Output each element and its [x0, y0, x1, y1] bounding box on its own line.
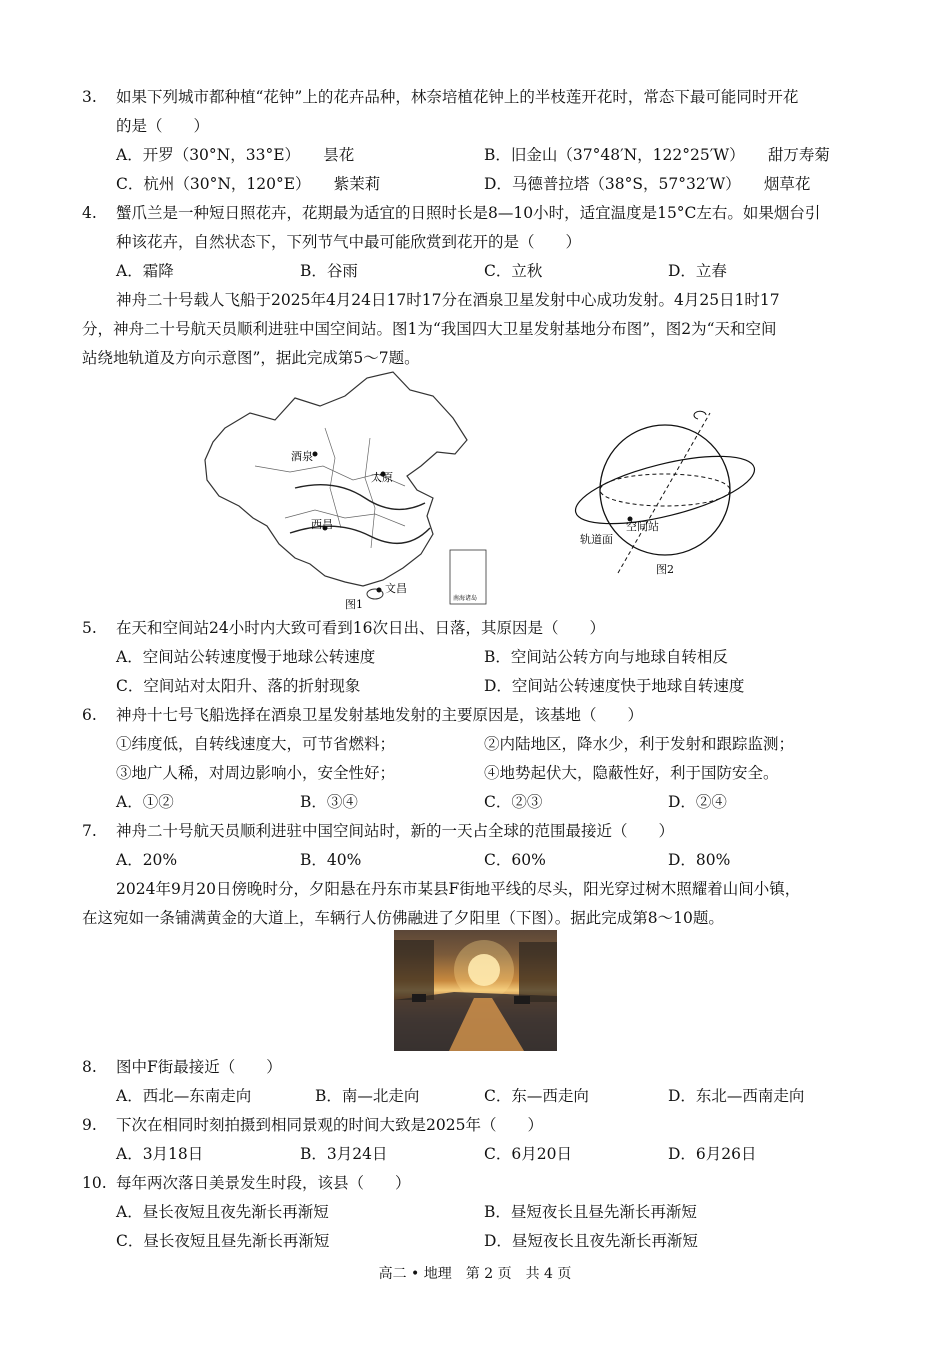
- label-station: 空间站: [626, 520, 659, 533]
- q3-option-c: C．杭州（30°N，120°E） 紫茉莉: [116, 175, 381, 193]
- q7-number: 7.: [82, 822, 97, 840]
- q9-option-d: D．6月26日: [668, 1145, 757, 1163]
- q3-option-b: B．旧金山（37°48′N，122°25′W） 甜万寿菊: [484, 146, 830, 164]
- q6-option-b: B．③④: [300, 793, 358, 811]
- q6-statement-3: ③地广人稀，对周边影响小，安全性好；: [116, 764, 396, 782]
- site-dot-wenchang: [377, 588, 382, 593]
- q4-option-b: B．谷雨: [300, 262, 358, 280]
- q10-stem: 每年两次落日美景发生时段，该县（ ）: [116, 1174, 411, 1192]
- q6-option-c: C．②③: [484, 793, 543, 811]
- orbit-svg: [570, 405, 760, 580]
- river-huanghe: [295, 485, 425, 510]
- rotation-arrow-icon: [694, 411, 706, 419]
- q3-option-d: D．马德普拉塔（38°S，57°32′W） 烟草花: [484, 175, 811, 193]
- q7-option-b: B．40%: [300, 851, 362, 869]
- q7-stem: 神舟二十号航天员顺利进驻中国空间站时，新的一天占全球的范围最接近（ ）: [116, 822, 675, 840]
- label-xichang: 西昌: [311, 518, 333, 531]
- label-orbit-plane: 轨道面: [580, 533, 613, 546]
- q4-option-a: A．霜降: [116, 262, 174, 280]
- q4-stem-line1: 蟹爪兰是一种短日照花卉，花期最为适宜的日照时长是8—10小时，适宜温度是15°C左右。如果烟台引: [116, 204, 821, 222]
- china-map-svg: [195, 368, 495, 613]
- q6-number: 6.: [82, 706, 97, 724]
- intro2-line2: 在这宛如一条铺满黄金的大道上，车辆行人仿佛融进了夕阳里（下图）。据此完成第8～10题。: [82, 909, 724, 927]
- q7-option-a: A．20%: [116, 851, 178, 869]
- q3-option-a: A．开罗（30°N，33°E） 昙花: [116, 146, 355, 164]
- q7-option-d: D．80%: [668, 851, 731, 869]
- q8-option-b: B．南—北走向: [315, 1087, 420, 1105]
- earth-circle: [600, 425, 730, 555]
- figure1-caption: 图1: [345, 598, 363, 611]
- q3-stem-line2: 的是（ ）: [116, 117, 210, 135]
- q10-option-d: D．昼短夜长且夜先渐长再渐短: [484, 1232, 698, 1250]
- q6-statement-1: ①纬度低，自转线速度大，可节省燃料；: [116, 735, 396, 753]
- q5-option-d: D．空间站公转速度快于地球自转速度: [484, 677, 745, 695]
- earth-axis: [618, 413, 710, 573]
- q6-stem: 神舟十七号飞船选择在酒泉卫星发射基地发射的主要原因是，该基地（ ）: [116, 706, 644, 724]
- china-outline: [205, 372, 467, 586]
- q6-option-d: D．②④: [668, 793, 727, 811]
- site-dot-jiuquan: [313, 452, 318, 457]
- q9-number: 9.: [82, 1116, 97, 1134]
- q6-statement-2: ②内陆地区，降水少，利于发射和跟踪监测；: [484, 735, 795, 753]
- equator: [600, 474, 730, 506]
- intro1-line3: 站绕地轨道及方向示意图”，据此完成第5～7题。: [82, 349, 420, 367]
- q8-number: 8.: [82, 1058, 97, 1076]
- q4-option-d: D．立春: [668, 262, 727, 280]
- label-wenchang: 文昌: [385, 582, 407, 595]
- figure2-orbit-diagram: [570, 405, 760, 580]
- q8-option-a: A．西北—东南走向: [116, 1087, 252, 1105]
- q5-number: 5.: [82, 619, 97, 637]
- q6-option-a: A．①②: [116, 793, 174, 811]
- inset-label: 南海诸岛: [453, 595, 478, 602]
- q4-stem-line2: 种该花卉，自然状态下，下列节气中最可能欣赏到花开的是（ ）: [116, 233, 582, 251]
- q4-option-c: C．立秋: [484, 262, 543, 280]
- q9-option-a: A．3月18日: [116, 1145, 204, 1163]
- q8-stem: 图中F街最接近（ ）: [116, 1058, 282, 1076]
- q8-option-d: D．东北—西南走向: [668, 1087, 805, 1105]
- q10-option-b: B．昼短夜长且昼先渐长再渐短: [484, 1203, 697, 1221]
- q4-number: 4.: [82, 204, 97, 222]
- intro1-line2: 分，神舟二十号航天员顺利进驻中国空间站。图1为“我国四大卫星发射基地分布图”，图2为“天和空间: [82, 320, 777, 338]
- intro2-line1: 2024年9月20日傍晚时分，夕阳悬在丹东市某县F街地平线的尽头，阳光穿过树木照耀着山间小镇，: [116, 880, 801, 898]
- q9-option-b: B．3月24日: [300, 1145, 388, 1163]
- q3-number: 3.: [82, 88, 97, 106]
- q10-option-a: A．昼长夜短且夜先渐长再渐短: [116, 1203, 329, 1221]
- q7-option-c: C．60%: [484, 851, 546, 869]
- q10-number: 10.: [82, 1174, 107, 1192]
- page-footer: 高二 • 地理 第 2 页 共 4 页: [378, 1266, 572, 1282]
- figure2-caption: 图2: [656, 563, 674, 576]
- q8-option-c: C．东—西走向: [484, 1087, 589, 1105]
- label-taiyuan: 太原: [371, 471, 393, 484]
- photo-scene-svg: [394, 930, 557, 1051]
- q5-option-c: C．空间站对太阳升、落的折射现象: [116, 677, 361, 695]
- q5-stem: 在天和空间站24小时内大致可看到16次日出、日落，其原因是（ ）: [116, 619, 605, 637]
- q9-stem: 下次在相同时刻拍摄到相同景观的时间大致是2025年（ ）: [116, 1116, 543, 1134]
- figure1-china-map: [195, 368, 495, 613]
- sunset-street-photo: [394, 930, 557, 1051]
- label-jiuquan: 酒泉: [291, 450, 313, 463]
- q5-option-b: B．空间站公转方向与地球自转相反: [484, 648, 728, 666]
- q9-option-c: C．6月20日: [484, 1145, 572, 1163]
- q6-statement-4: ④地势起伏大，隐蔽性好，利于国防安全。: [484, 764, 779, 782]
- q10-option-c: C．昼长夜短且昼先渐长再渐短: [116, 1232, 330, 1250]
- orbit-ellipse: [570, 443, 760, 538]
- q5-option-a: A．空间站公转速度慢于地球公转速度: [116, 648, 376, 666]
- intro1-line1: 神舟二十号载人飞船于2025年4月24日17时17分在酒泉卫星发射中心成功发射。4月25日1时17: [116, 291, 780, 309]
- q3-stem-line1: 如果下列城市都种植“花钟”上的花卉品种，林奈培植花钟上的半枝莲开花时，常态下最可能同时开花: [116, 88, 799, 106]
